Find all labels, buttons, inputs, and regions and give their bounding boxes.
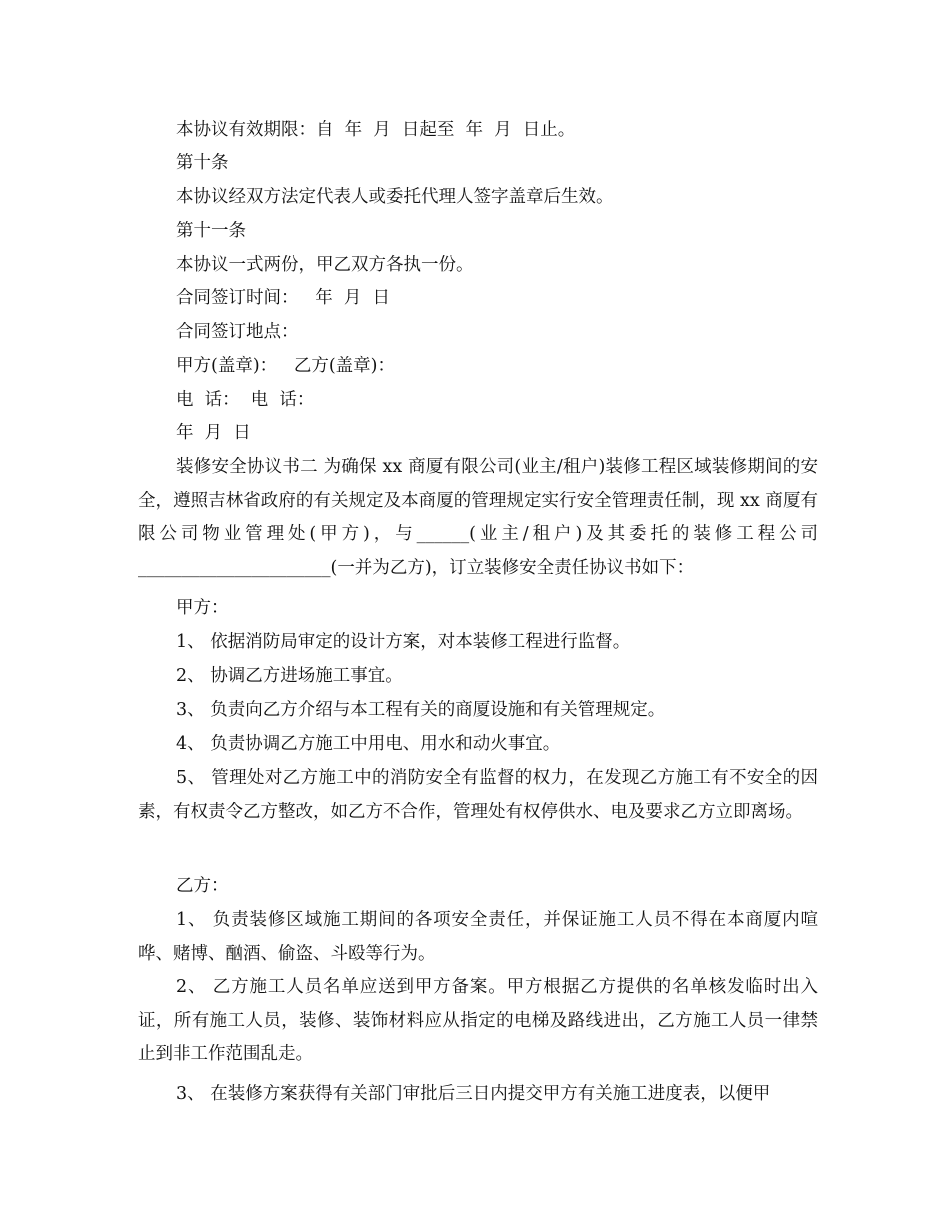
party-b-item-1: 1、 负责装修区域施工期间的各项安全责任，并保证施工人员不得在本商厦内喧哗、赌博、酗酒、偷盗、斗殴等行为。	[138, 910, 818, 964]
seal-line: 甲方(盖章)： 乙方(盖章)：	[176, 356, 395, 376]
party-a-item-1: 1、 依据消防局审定的设计方案，对本装修工程进行监督。	[176, 632, 631, 652]
party-a-item-5: 5、 管理处对乙方施工中的消防安全有监督的权力，在发现乙方施工有不安全的因素，有权责令乙方整改，如乙方不合作，管理处有权停供水、电及要求乙方立即离场。	[138, 768, 818, 822]
article-10-text: 本协议经双方法定代表人或委托代理人签字盖章后生效。	[176, 187, 614, 207]
party-b-item-2: 2、 乙方施工人员名单应送到甲方备案。甲方根据乙方提供的名单核发临时出入证，所有施工人员，装修、装饰材料应从指定的电梯及路线进出，乙方施工人员一律禁止到非工作范围乱走。	[138, 977, 818, 1064]
article-11-text: 本协议一式两份，甲乙双方各执一份。	[176, 255, 474, 275]
article-11-heading: 第十一条	[176, 221, 246, 241]
party-b-item-3: 3、 在装修方案获得有关部门审批后三日内提交甲方有关施工进度表，以便甲	[176, 1084, 771, 1104]
signing-place-line: 合同签订地点：	[176, 322, 299, 342]
party-b-heading: 乙方：	[176, 876, 229, 896]
party-a-heading: 甲方：	[176, 598, 229, 618]
party-a-item-2: 2、 协调乙方进场施工事宜。	[176, 666, 403, 686]
signing-date-line: 合同签订时间： 年 月 日	[176, 288, 390, 308]
party-a-item-3: 3、 负责向乙方介绍与本工程有关的商厦设施和有关管理规定。	[176, 700, 666, 720]
party-a-item-4: 4、 负责协调乙方施工中用电、用水和动火事宜。	[176, 734, 561, 754]
validity-period-line: 本协议有效期限：自 年 月 日起至 年 月 日止。	[176, 120, 576, 140]
agreement-two-intro: 装修安全协议书二 为确保 xx 商厦有限公司(业主/租户)装修工程区域装修期间的安全，遵照吉林省政府的有关规定及本商厦的管理规定实行安全管理责任制，现 xx 商厦有限公司物业管理处(甲方)，与______(业主/租户)及其委托的装修工程公司______________________(一并为乙方)，订立装修安全责任协议书如下：	[138, 457, 818, 578]
article-10-heading: 第十条	[176, 153, 229, 173]
date-line: 年 月 日	[176, 423, 251, 443]
phone-line: 电 话： 电 话：	[176, 390, 315, 410]
